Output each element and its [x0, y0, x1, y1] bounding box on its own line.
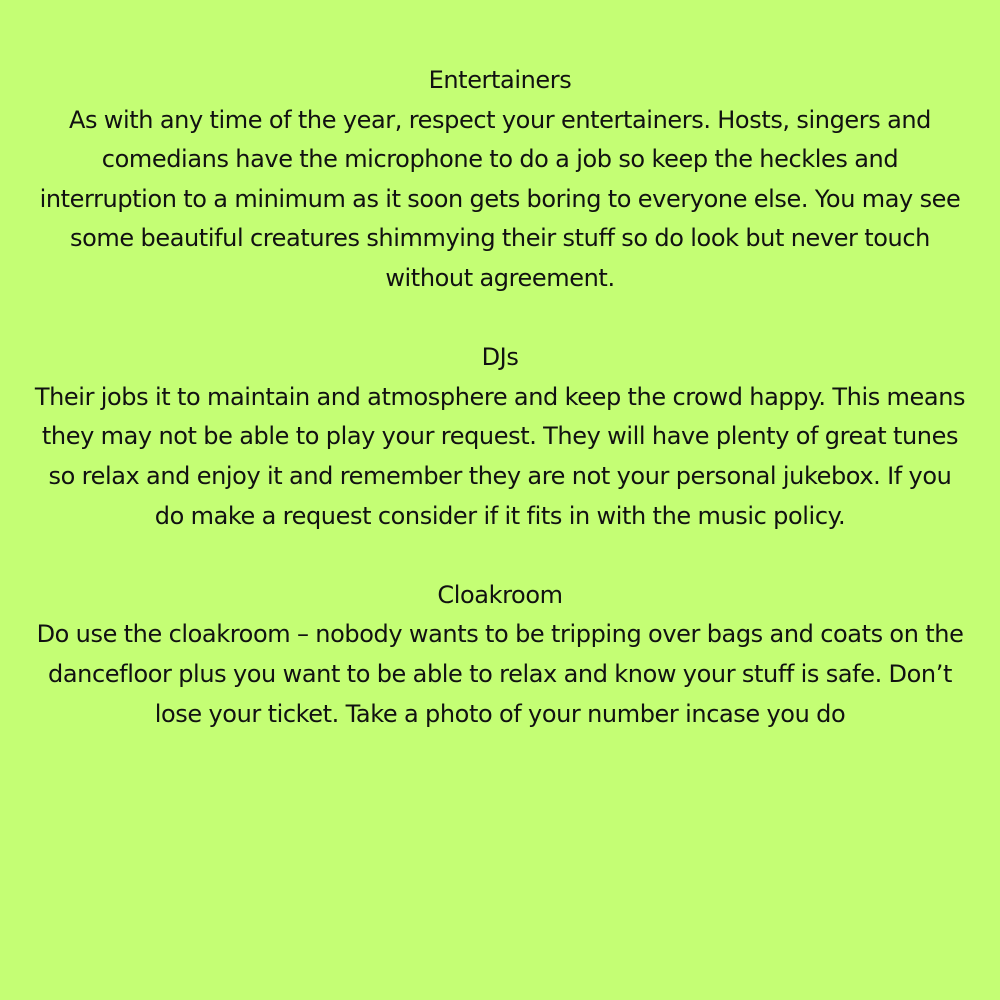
- cloakroom-section: [34, 576, 966, 734]
- guide-content: [34, 61, 966, 774]
- djs-heading: DJs: [481, 343, 519, 372]
- djs-section: [34, 338, 966, 536]
- entertainers-heading: Entertainers: [428, 66, 572, 94]
- entertainers-text: As with any time of the year, respect your entertainers. Hosts, singers and comedians have the microphone to do a job so keep the heckles and interruption to a minimum as it soon gets boring to everyone else. You may see some beautiful creatures shimmying their stuff so do look but never touch without agreement.: [39, 105, 961, 292]
- entertainers-section: [34, 61, 966, 299]
- cloakroom-heading: Cloakroom: [437, 580, 563, 609]
- djs-text: Their jobs it to maintain and atmosphere and keep the crowd happy. This means they may not be able to play your request. They will have plenty of great tunes so relax and enjoy it and remember they are not your personal jukebox. If you do make a request consider if it fits in with the music policy.: [34, 382, 966, 530]
- cloakroom-text: Do use the cloakroom – nobody wants to be tripping over bags and coats on the dancefloor plus you want to be able to relax and know your stuff is safe. Don’t lose your ticket. Take a photo of your number incase you do: [36, 620, 964, 728]
